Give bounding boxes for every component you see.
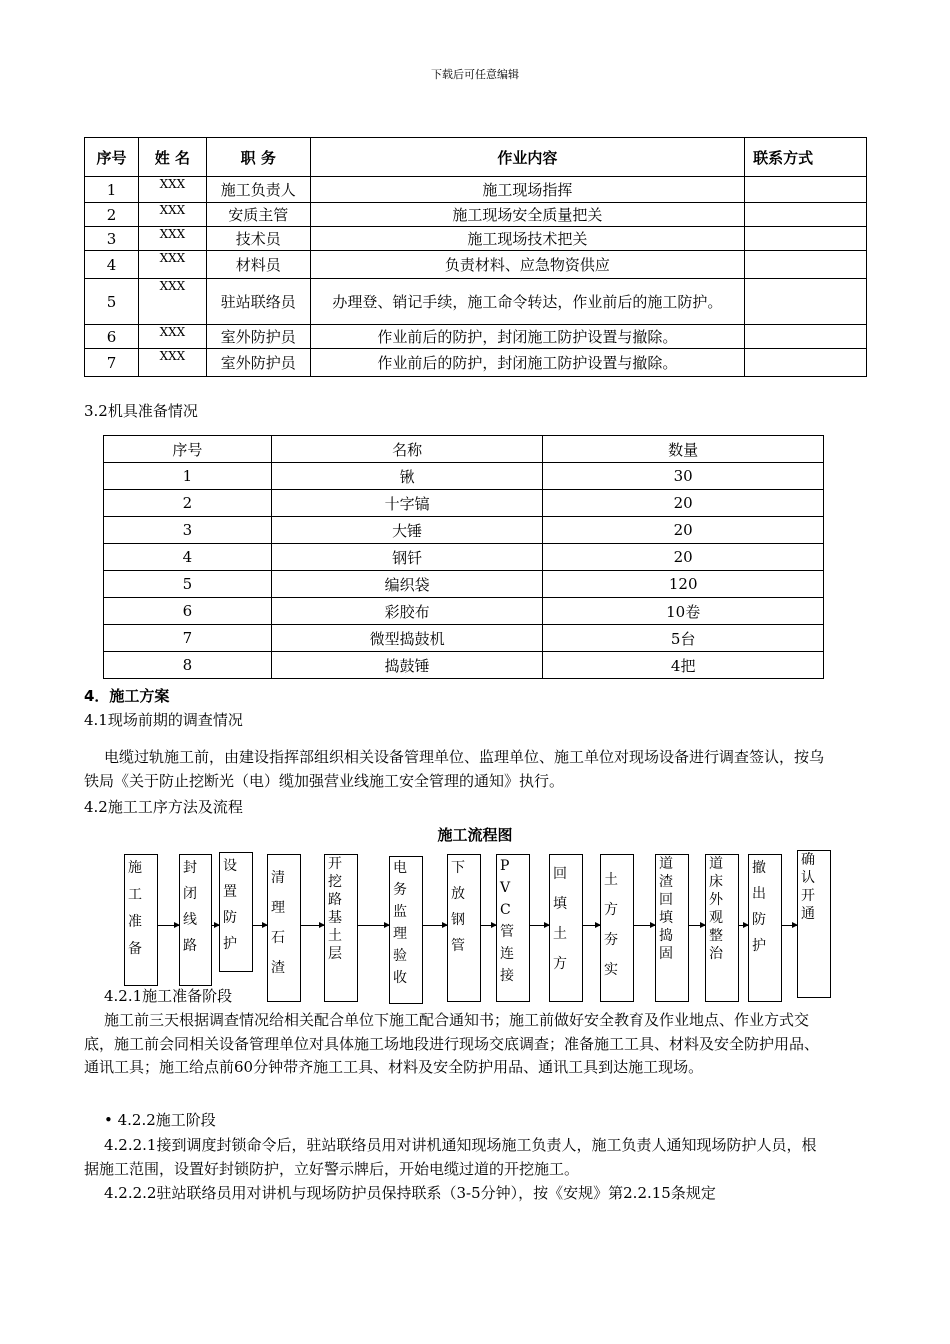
flow-step-label: 开挖路基土层 <box>328 856 342 962</box>
cell-contact <box>745 349 867 377</box>
section-4-2-2-p1: 4.2.2.1接到调度封锁命令后，驻站联络员用对讲机通知现场施工负责人，施工负责人通知现场防护人员，根据施工范围，设置好封锁防护，立好警示牌后，开始电缆过道的开挖施工。 <box>84 1136 817 1178</box>
flow-step-label: 道床外观整治 <box>709 856 723 962</box>
cell-no: 7 <box>104 625 272 652</box>
flow-step <box>447 854 481 1002</box>
table-row <box>104 517 824 544</box>
cell-name: 微型捣鼓机 <box>271 625 543 652</box>
cell-name: XXX <box>138 177 206 203</box>
cell-name: XXX <box>138 203 206 227</box>
cell-no: 1 <box>104 463 272 490</box>
cell-qty: 30 <box>543 463 824 490</box>
cell-no: 2 <box>104 490 272 517</box>
table-row <box>85 279 867 325</box>
flow-step-label: 回填土方 <box>553 866 567 972</box>
section-4-2-1-text: 施工前三天根据调查情况给相关配合单位下施工配合通知书；施工前做好安全教育及作业地点、作业方式交底，施工前会同相关设备管理单位对具体施工场地段进行现场交底调查；准备施工工具、材料及安全防护用品、通讯工具；施工给点前60分钟带齐施工工具、材料及安全防护用品、通讯工具到达施工现场。 <box>84 1011 820 1076</box>
flow-step <box>389 856 423 1004</box>
cell-role: 驻站联络员 <box>206 279 310 325</box>
cell-name: XXX <box>138 227 206 251</box>
cell-name: 锹 <box>271 463 543 490</box>
cell-no: 6 <box>85 325 139 349</box>
cell-contact <box>745 203 867 227</box>
flow-step <box>748 854 782 1002</box>
tool-table <box>103 435 824 679</box>
flow-step-label: 电务监理验收 <box>393 860 407 986</box>
cell-qty: 10卷 <box>543 598 824 625</box>
table-row <box>104 571 824 598</box>
cell-qty: 120 <box>543 571 824 598</box>
flow-arrow <box>633 925 655 926</box>
flow-arrow <box>688 925 705 926</box>
cell-no: 5 <box>85 279 139 325</box>
table-row <box>85 325 867 349</box>
cell-role: 材料员 <box>206 251 310 279</box>
flow-step <box>124 854 158 986</box>
cell-no: 3 <box>85 227 139 251</box>
flow-step-label: 设置防护 <box>223 858 237 952</box>
cell-task: 施工现场指挥 <box>310 177 744 203</box>
cell-task: 施工现场安全质量把关 <box>310 203 744 227</box>
flow-step <box>324 854 358 1002</box>
cell-contact <box>745 227 867 251</box>
cell-no: 8 <box>104 652 272 679</box>
cell-contact <box>745 177 867 203</box>
cell-name: XXX <box>138 251 206 279</box>
flow-step-label: 土方夯实 <box>604 872 618 978</box>
section-4-title: 4．施工方案 <box>84 687 170 705</box>
section-3-2-title: 3.2机具准备情况 <box>84 402 198 420</box>
flow-step <box>267 854 301 1002</box>
col-header-name: 名称 <box>271 436 543 463</box>
cell-no: 2 <box>85 203 139 227</box>
cell-qty: 20 <box>543 517 824 544</box>
cell-role: 技术员 <box>206 227 310 251</box>
flow-arrow <box>738 925 748 926</box>
section-4-1-title: 4.1现场前期的调查情况 <box>84 711 243 729</box>
flow-arrow <box>422 925 447 926</box>
flow-step-label: 施工准备 <box>128 860 142 957</box>
cell-role: 室外防护员 <box>206 325 310 349</box>
flow-step-label: 撤出防护 <box>752 860 766 954</box>
cell-name: XXX <box>138 349 206 377</box>
col-header-contact: 联系方式 <box>745 138 867 177</box>
flow-arrow <box>582 925 600 926</box>
cell-name: 大锤 <box>271 517 543 544</box>
section-4-2-title: 4.2施工工序方法及流程 <box>84 798 243 816</box>
cell-task: 负责材料、应急物资供应 <box>310 251 744 279</box>
flow-step <box>705 854 739 1002</box>
tool-table-header <box>104 436 824 463</box>
flow-step <box>496 854 530 1002</box>
flow-arrow <box>157 925 179 926</box>
flow-step-label: 确认开通 <box>801 852 815 922</box>
flow-step-label: 清理石渣 <box>271 870 285 976</box>
table-row <box>85 227 867 251</box>
cell-name: 十字镐 <box>271 490 543 517</box>
cell-task: 作业前后的防护，封闭施工防护设置与撤除。 <box>310 325 744 349</box>
table-row <box>104 598 824 625</box>
cell-task: 作业前后的防护，封闭施工防护设置与撤除。 <box>310 349 744 377</box>
cell-no: 3 <box>104 517 272 544</box>
col-header-no: 序号 <box>104 436 272 463</box>
cell-no: 6 <box>104 598 272 625</box>
cell-name: 彩胶布 <box>271 598 543 625</box>
cell-qty: 5台 <box>543 625 824 652</box>
table-row <box>85 203 867 227</box>
cell-no: 4 <box>104 544 272 571</box>
cell-contact <box>745 325 867 349</box>
flow-step <box>797 850 831 998</box>
cell-contact <box>745 251 867 279</box>
col-header-task: 作业内容 <box>310 138 744 177</box>
flow-step-label: 道渣回填捣固 <box>659 856 673 962</box>
flow-arrow <box>529 925 549 926</box>
cell-no: 5 <box>104 571 272 598</box>
cell-task: 施工现场技术把关 <box>310 227 744 251</box>
flow-arrow <box>480 925 496 926</box>
cell-contact <box>745 279 867 325</box>
table-row <box>104 463 824 490</box>
table-row <box>85 177 867 203</box>
flow-arrow <box>781 925 797 926</box>
flow-step-label: PVC管连接 <box>500 858 514 984</box>
table-row <box>85 349 867 377</box>
col-header-name: 姓 名 <box>138 138 206 177</box>
staff-table <box>84 137 867 377</box>
flow-step <box>179 854 212 986</box>
flow-step <box>600 854 634 1002</box>
flow-arrow <box>300 925 324 926</box>
col-header-qty: 数量 <box>543 436 824 463</box>
cell-role: 安质主管 <box>206 203 310 227</box>
col-header-no: 序号 <box>85 138 139 177</box>
cell-task: 办理登、销记手续，施工命令转达，作业前后的施工防护。 <box>310 279 744 325</box>
section-4-2-1-title: 4.2.1施工准备阶段 <box>104 987 233 1005</box>
table-row <box>104 544 824 571</box>
cell-no: 4 <box>85 251 139 279</box>
cell-name: 编织袋 <box>271 571 543 598</box>
table-row <box>85 251 867 279</box>
flow-arrow <box>252 925 267 926</box>
flow-arrow <box>357 925 389 926</box>
table-row <box>104 490 824 517</box>
col-header-role: 职 务 <box>206 138 310 177</box>
cell-qty: 20 <box>543 490 824 517</box>
cell-name: XXX <box>138 279 206 325</box>
table-row <box>104 652 824 679</box>
flow-step-label: 下放钢管 <box>451 860 465 954</box>
cell-no: 7 <box>85 349 139 377</box>
flowchart-title: 施工流程图 <box>437 826 513 844</box>
cell-role: 室外防护员 <box>206 349 310 377</box>
section-4-1-text: 电缆过轨施工前，由建设指挥部组织相关设备管理单位、监理单位、施工单位对现场设备进行调查签认，按乌铁局《关于防止挖断光（电）缆加强营业线施工安全管理的通知》执行。 <box>84 748 825 790</box>
flow-arrow <box>211 925 219 926</box>
section-4-2-2-title: • 4.2.2施工阶段 <box>104 1111 216 1129</box>
cell-qty: 20 <box>543 544 824 571</box>
cell-qty: 4把 <box>543 652 824 679</box>
cell-no: 1 <box>85 177 139 203</box>
cell-name: 捣鼓锤 <box>271 652 543 679</box>
cell-role: 施工负责人 <box>206 177 310 203</box>
flow-step <box>549 854 583 1002</box>
page-watermark: 下载后可任意编辑 <box>431 68 519 81</box>
flow-step <box>219 852 253 972</box>
flow-step-label: 封闭线路 <box>183 860 197 954</box>
table-row <box>104 625 824 652</box>
staff-table-header <box>85 138 867 177</box>
flow-step <box>655 854 689 1002</box>
cell-name: 钢钎 <box>271 544 543 571</box>
cell-name: XXX <box>138 325 206 349</box>
section-4-2-2-p2: 4.2.2.2驻站联络员用对讲机与现场防护员保持联系（3-5分钟），按《安规》第2.2.15条规定 <box>104 1184 716 1202</box>
